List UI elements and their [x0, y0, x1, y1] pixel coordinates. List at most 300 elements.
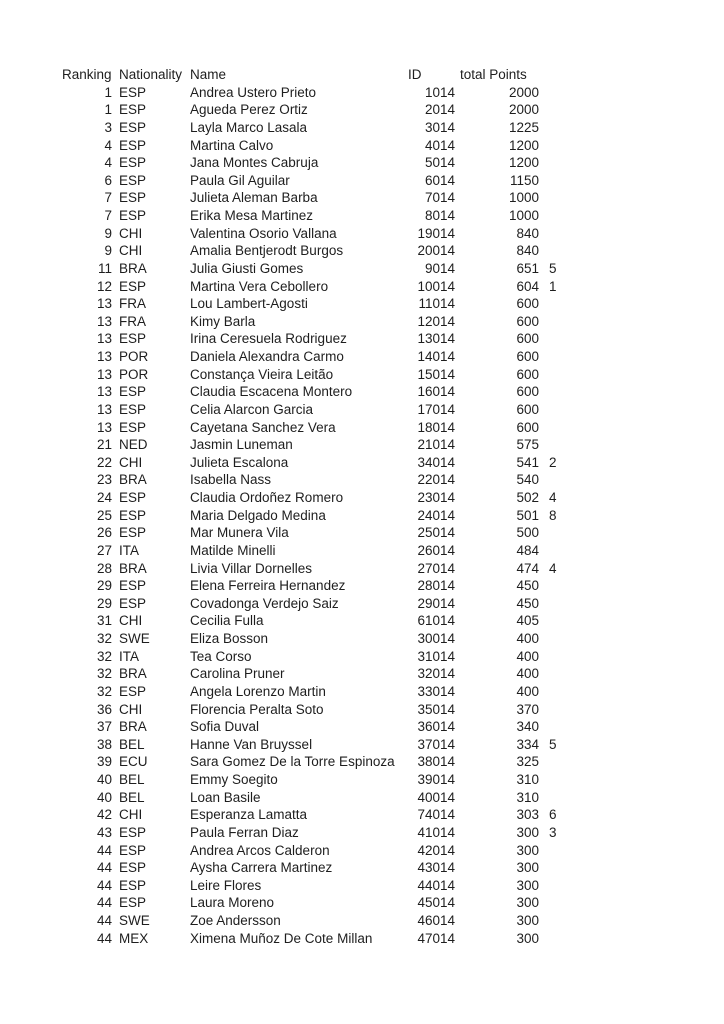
cell-id: 9014 — [424, 260, 455, 276]
cell-name: Agueda Perez Ortiz — [190, 102, 308, 118]
cell-id: 30014 — [417, 631, 455, 646]
cell-name: Ximena Muñoz De Cote Millan — [190, 930, 373, 946]
cell-nationality: BEL — [119, 772, 145, 787]
cell-name: Cayetana Sanchez Vera — [190, 419, 336, 435]
cell-id: 7014 — [424, 190, 455, 206]
cell-tiebreak — [549, 189, 589, 207]
cell-id: 1014 — [424, 84, 455, 100]
cell-nationality: ECU — [119, 754, 148, 770]
cell-total-points: 1000 — [508, 190, 539, 206]
cell-id: 21014 — [417, 437, 455, 453]
cell-tiebreak — [549, 718, 589, 736]
table-row — [0, 912, 724, 930]
cell-tiebreak — [549, 207, 589, 225]
cell-total-points: 600 — [516, 349, 539, 364]
cell-id: 35014 — [417, 701, 455, 717]
cell-ranking: 13 — [96, 349, 112, 364]
table-row — [0, 877, 724, 895]
table-row — [0, 330, 724, 348]
cell-ranking: 12 — [96, 278, 112, 294]
cell-name: Matilde Minelli — [190, 542, 276, 558]
cell-ranking: 13 — [96, 296, 112, 312]
cell-tiebreak — [549, 912, 589, 930]
cell-ranking: 6 — [104, 172, 112, 188]
table-row — [0, 859, 724, 877]
cell-tiebreak — [549, 859, 589, 877]
cell-ranking: 9 — [104, 225, 112, 241]
cell-id: 23014 — [417, 490, 455, 505]
cell-total-points: 540 — [516, 472, 539, 488]
cell-nationality: NED — [119, 437, 148, 453]
table-row — [0, 612, 724, 630]
cell-ranking: 22 — [96, 454, 112, 470]
cell-nationality: POR — [119, 366, 149, 382]
cell-id: 22014 — [417, 472, 455, 488]
cell-ranking: 44 — [96, 877, 112, 893]
cell-total-points: 1150 — [509, 172, 539, 188]
cell-id: 10014 — [417, 278, 455, 294]
cell-total-points: 300 — [516, 824, 539, 840]
cell-total-points: 300 — [516, 913, 539, 928]
cell-name: Carolina Pruner — [190, 666, 285, 682]
cell-name: Valentina Osorio Vallana — [190, 225, 337, 241]
cell-name: Martina Vera Cebollero — [190, 278, 329, 294]
cell-ranking: 25 — [96, 507, 112, 523]
column-header-total-points: total Points — [460, 67, 527, 82]
cell-ranking: 37 — [96, 719, 112, 735]
cell-nationality: ESP — [119, 84, 147, 100]
cell-name: Erika Mesa Martinez — [190, 208, 314, 223]
cell-name: Florencia Peralta Soto — [190, 701, 324, 717]
cell-ranking: 11 — [97, 260, 112, 276]
cell-nationality: CHI — [119, 243, 143, 259]
cell-nationality: BEL — [119, 789, 145, 805]
cell-total-points: 474 — [516, 560, 539, 576]
cell-ranking: 39 — [96, 754, 112, 770]
cell-nationality: ESP — [119, 137, 147, 153]
cell-name: Andrea Ustero Prieto — [190, 84, 317, 100]
cell-total-points: 370 — [516, 701, 539, 717]
cell-nationality: ESP — [119, 384, 147, 400]
cell-total-points: 300 — [516, 842, 539, 858]
table-row — [0, 701, 724, 719]
cell-nationality: ITA — [119, 542, 139, 558]
table-row — [0, 806, 724, 824]
cell-tiebreak: 4 — [549, 490, 557, 505]
cell-tiebreak — [549, 771, 589, 789]
cell-name: Aysha Carrera Martinez — [190, 860, 333, 876]
cell-ranking: 44 — [96, 913, 112, 928]
cell-name: Elena Ferreira Hernandez — [190, 578, 346, 594]
cell-tiebreak — [549, 137, 589, 155]
cell-id: 11014 — [418, 296, 455, 312]
cell-name: Esperanza Lamatta — [190, 807, 308, 823]
cell-ranking: 44 — [96, 842, 112, 858]
cell-total-points: 840 — [516, 225, 539, 241]
cell-ranking: 13 — [96, 313, 112, 329]
cell-name: Constança Vieira Leitão — [190, 366, 334, 382]
cell-total-points: 600 — [516, 384, 539, 400]
cell-nationality: BRA — [119, 560, 147, 576]
table-row — [0, 172, 724, 190]
table-row — [0, 489, 724, 507]
cell-nationality: ESP — [119, 877, 147, 893]
cell-total-points: 2000 — [508, 102, 539, 118]
cell-name: Irina Ceresuela Rodriguez — [190, 331, 347, 347]
table-row — [0, 771, 724, 789]
cell-name: Julieta Aleman Barba — [190, 190, 318, 206]
cell-ranking: 7 — [104, 208, 112, 223]
cell-id: 14014 — [417, 349, 455, 364]
cell-id: 27014 — [417, 560, 455, 576]
cell-name: Julia Giusti Gomes — [190, 260, 304, 276]
cell-id: 17014 — [417, 401, 455, 417]
cell-ranking: 44 — [96, 930, 112, 946]
cell-nationality: ESP — [119, 895, 147, 911]
cell-id: 8014 — [424, 208, 455, 223]
cell-nationality: ESP — [119, 490, 147, 505]
cell-name: Celia Alarcon Garcia — [190, 401, 314, 417]
table-row — [0, 683, 724, 701]
cell-id: 44014 — [417, 877, 455, 893]
table-row — [0, 524, 724, 542]
cell-name: Sara Gomez De la Torre Espinoza — [190, 754, 395, 770]
cell-ranking: 3 — [104, 119, 112, 135]
cell-tiebreak — [549, 242, 589, 260]
cell-ranking: 32 — [96, 683, 112, 699]
cell-id: 39014 — [417, 772, 455, 787]
cell-tiebreak — [549, 595, 589, 613]
cell-total-points: 405 — [516, 613, 539, 629]
table-row — [0, 401, 724, 419]
cell-nationality: MEX — [119, 930, 149, 946]
cell-ranking: 32 — [96, 666, 112, 682]
cell-id: 4014 — [424, 137, 455, 153]
table-row — [0, 824, 724, 842]
cell-nationality: ESP — [119, 860, 147, 876]
cell-nationality: SWE — [119, 913, 150, 928]
cell-ranking: 38 — [96, 736, 112, 752]
cell-tiebreak: 3 — [549, 824, 557, 840]
cell-total-points: 840 — [516, 243, 539, 259]
cell-total-points: 400 — [516, 683, 539, 699]
cell-id: 36014 — [417, 719, 455, 735]
cell-tiebreak — [549, 524, 589, 542]
cell-total-points: 541 — [516, 454, 539, 470]
cell-ranking: 7 — [104, 190, 112, 206]
cell-id: 40014 — [417, 789, 455, 805]
table-row — [0, 595, 724, 613]
cell-total-points: 1225 — [508, 119, 539, 135]
cell-tiebreak — [549, 383, 589, 401]
cell-tiebreak — [549, 436, 589, 454]
cell-id: 26014 — [417, 542, 455, 558]
cell-name: Emmy Soegito — [190, 772, 278, 787]
cell-name: Loan Basile — [190, 789, 261, 805]
cell-tiebreak — [549, 101, 589, 119]
cell-id: 47014 — [417, 930, 455, 946]
cell-name: Claudia Escacena Montero — [190, 384, 353, 400]
cell-id: 46014 — [417, 913, 455, 928]
cell-name: Amalia Bentjerodt Burgos — [190, 243, 344, 259]
table-row — [0, 718, 724, 736]
cell-name: Zoe Andersson — [190, 913, 281, 928]
cell-tiebreak — [549, 419, 589, 437]
cell-ranking: 4 — [104, 137, 112, 153]
cell-name: Maria Delgado Medina — [190, 507, 326, 523]
cell-name: Andrea Arcos Calderon — [190, 842, 330, 858]
cell-tiebreak — [549, 665, 589, 683]
cell-ranking: 21 — [96, 437, 112, 453]
cell-tiebreak — [549, 542, 589, 560]
cell-id: 16014 — [417, 384, 455, 400]
cell-total-points: 310 — [516, 772, 539, 787]
cell-nationality: ESP — [119, 331, 147, 347]
cell-tiebreak — [549, 313, 589, 331]
cell-nationality: ESP — [119, 683, 147, 699]
cell-id: 31014 — [417, 648, 455, 664]
table-row — [0, 295, 724, 313]
cell-total-points: 502 — [516, 490, 539, 505]
cell-id: 13014 — [417, 331, 455, 347]
cell-name: Jana Montes Cabruja — [190, 155, 319, 171]
cell-tiebreak — [549, 612, 589, 630]
cell-nationality: ESP — [119, 190, 147, 206]
cell-nationality: CHI — [119, 454, 143, 470]
cell-nationality: ESP — [119, 525, 147, 541]
cell-nationality: ESP — [119, 595, 147, 611]
cell-tiebreak — [549, 648, 589, 666]
cell-nationality: ESP — [119, 102, 147, 118]
cell-tiebreak: 5 — [549, 260, 557, 276]
cell-name: Claudia Ordoñez Romero — [190, 490, 344, 505]
cell-tiebreak — [549, 789, 589, 807]
cell-total-points: 500 — [516, 525, 539, 541]
cell-id: 42014 — [417, 842, 455, 858]
cell-id: 18014 — [417, 419, 455, 435]
cell-id: 41014 — [417, 824, 455, 840]
cell-tiebreak — [549, 701, 589, 719]
cell-tiebreak — [549, 348, 589, 366]
cell-tiebreak: 6 — [549, 807, 557, 823]
cell-name: Covadonga Verdejo Saiz — [190, 595, 339, 611]
cell-id: 61014 — [417, 613, 455, 629]
cell-name: Sofia Duval — [190, 719, 260, 735]
cell-ranking: 9 — [104, 243, 112, 259]
cell-tiebreak — [549, 225, 589, 243]
cell-tiebreak — [549, 84, 589, 102]
cell-tiebreak — [549, 154, 589, 172]
cell-tiebreak — [549, 295, 589, 313]
cell-ranking: 13 — [96, 366, 112, 382]
cell-total-points: 604 — [516, 278, 539, 294]
cell-total-points: 300 — [516, 930, 539, 946]
cell-id: 24014 — [417, 507, 455, 523]
cell-ranking: 13 — [96, 401, 112, 417]
table-body — [0, 84, 724, 948]
cell-ranking: 23 — [96, 472, 112, 488]
cell-total-points: 600 — [516, 419, 539, 435]
cell-nationality: BRA — [119, 260, 147, 276]
cell-ranking: 28 — [96, 560, 112, 576]
table-row — [0, 471, 724, 489]
cell-total-points: 334 — [516, 736, 539, 752]
table-row — [0, 260, 724, 278]
cell-ranking: 24 — [96, 490, 112, 505]
cell-nationality: CHI — [119, 701, 143, 717]
cell-tiebreak — [549, 877, 589, 895]
cell-tiebreak — [549, 753, 589, 771]
cell-name: Kimy Barla — [190, 313, 256, 329]
cell-total-points: 1000 — [508, 208, 539, 223]
cell-total-points: 600 — [516, 366, 539, 382]
cell-total-points: 2000 — [508, 84, 539, 100]
cell-tiebreak: 1 — [549, 278, 557, 294]
cell-nationality: CHI — [119, 225, 143, 241]
table-row — [0, 665, 724, 683]
cell-ranking: 1 — [104, 84, 112, 100]
cell-name: Hanne Van Bruyssel — [190, 736, 313, 752]
table-row — [0, 189, 724, 207]
table-row — [0, 366, 724, 384]
cell-tiebreak — [549, 842, 589, 860]
cell-tiebreak — [549, 330, 589, 348]
cell-ranking: 43 — [96, 824, 112, 840]
cell-id: 12014 — [417, 313, 455, 329]
cell-nationality: SWE — [119, 631, 150, 646]
table-row — [0, 436, 724, 454]
cell-name: Martina Calvo — [190, 137, 274, 153]
cell-total-points: 310 — [516, 789, 539, 805]
cell-name: Paula Ferran Diaz — [190, 824, 299, 840]
cell-nationality: ESP — [119, 278, 147, 294]
cell-name: Daniela Alexandra Carmo — [190, 349, 344, 364]
cell-tiebreak: 4 — [549, 560, 557, 576]
cell-ranking: 42 — [96, 807, 112, 823]
table-row — [0, 119, 724, 137]
cell-total-points: 300 — [516, 877, 539, 893]
table-row — [0, 842, 724, 860]
cell-nationality: ESP — [119, 507, 147, 523]
cell-tiebreak — [549, 119, 589, 137]
cell-ranking: 13 — [96, 419, 112, 435]
table-row — [0, 560, 724, 578]
cell-nationality: FRA — [119, 296, 146, 312]
cell-name: Mar Munera Vila — [190, 525, 289, 541]
table-row — [0, 419, 724, 437]
cell-total-points: 600 — [516, 331, 539, 347]
cell-ranking: 4 — [104, 155, 112, 171]
cell-nationality: BRA — [119, 472, 147, 488]
cell-name: Leire Flores — [190, 877, 262, 893]
cell-ranking: 36 — [96, 701, 112, 717]
cell-ranking: 40 — [96, 772, 112, 787]
cell-ranking: 27 — [96, 542, 112, 558]
cell-id: 15014 — [417, 366, 455, 382]
cell-id: 5014 — [424, 155, 455, 171]
cell-tiebreak — [549, 172, 589, 190]
cell-total-points: 300 — [516, 860, 539, 876]
cell-name: Eliza Bosson — [190, 631, 269, 646]
cell-id: 3014 — [424, 119, 455, 135]
cell-name: Layla Marco Lasala — [190, 119, 308, 135]
cell-name: Angela Lorenzo Martin — [190, 683, 326, 699]
cell-id: 6014 — [424, 172, 455, 188]
cell-id: 28014 — [417, 578, 455, 594]
cell-id: 37014 — [417, 736, 455, 752]
cell-total-points: 484 — [516, 542, 539, 558]
cell-nationality: ESP — [119, 172, 147, 188]
cell-id: 29014 — [417, 595, 455, 611]
ranking-table — [0, 66, 724, 947]
cell-tiebreak — [549, 577, 589, 595]
cell-ranking: 29 — [96, 595, 112, 611]
cell-nationality: ESP — [119, 208, 147, 223]
table-row — [0, 736, 724, 754]
cell-nationality: ITA — [119, 648, 139, 664]
table-row — [0, 154, 724, 172]
cell-id: 34014 — [417, 454, 455, 470]
cell-nationality: BRA — [119, 666, 147, 682]
table-row — [0, 507, 724, 525]
cell-total-points: 1200 — [508, 137, 539, 153]
table-row — [0, 577, 724, 595]
cell-id: 45014 — [417, 895, 455, 911]
cell-tiebreak — [549, 401, 589, 419]
cell-name: Lou Lambert-Agosti — [190, 296, 308, 312]
cell-total-points: 1200 — [508, 155, 539, 171]
cell-id: 32014 — [417, 666, 455, 682]
column-header-ranking: Ranking — [62, 67, 112, 82]
cell-tiebreak — [549, 471, 589, 489]
cell-total-points: 501 — [516, 507, 539, 523]
cell-total-points: 400 — [516, 666, 539, 682]
cell-nationality: BEL — [119, 736, 145, 752]
cell-ranking: 29 — [96, 578, 112, 594]
table-row — [0, 789, 724, 807]
cell-id: 74014 — [417, 807, 455, 823]
cell-tiebreak: 5 — [549, 736, 557, 752]
table-row — [0, 242, 724, 260]
table-row — [0, 648, 724, 666]
cell-ranking: 26 — [96, 525, 112, 541]
cell-total-points: 325 — [516, 754, 539, 770]
cell-tiebreak — [549, 930, 589, 948]
cell-ranking: 44 — [96, 895, 112, 911]
cell-nationality: ESP — [119, 842, 147, 858]
cell-nationality: ESP — [119, 578, 147, 594]
cell-tiebreak — [549, 366, 589, 384]
cell-nationality: CHI — [119, 807, 143, 823]
cell-nationality: ESP — [119, 155, 147, 171]
cell-name: Tea Corso — [190, 648, 252, 664]
table-row — [0, 753, 724, 771]
table-header-row — [0, 66, 724, 84]
table-row — [0, 137, 724, 155]
cell-nationality: ESP — [119, 419, 147, 435]
cell-id: 20014 — [417, 243, 455, 259]
table-row — [0, 207, 724, 225]
table-row — [0, 278, 724, 296]
cell-nationality: POR — [119, 349, 149, 364]
table-row — [0, 225, 724, 243]
column-header-id: ID — [408, 67, 422, 82]
cell-ranking: 44 — [96, 860, 112, 876]
cell-nationality: FRA — [119, 313, 146, 329]
cell-tiebreak — [549, 630, 589, 648]
cell-nationality: ESP — [119, 401, 147, 417]
cell-tiebreak — [549, 894, 589, 912]
